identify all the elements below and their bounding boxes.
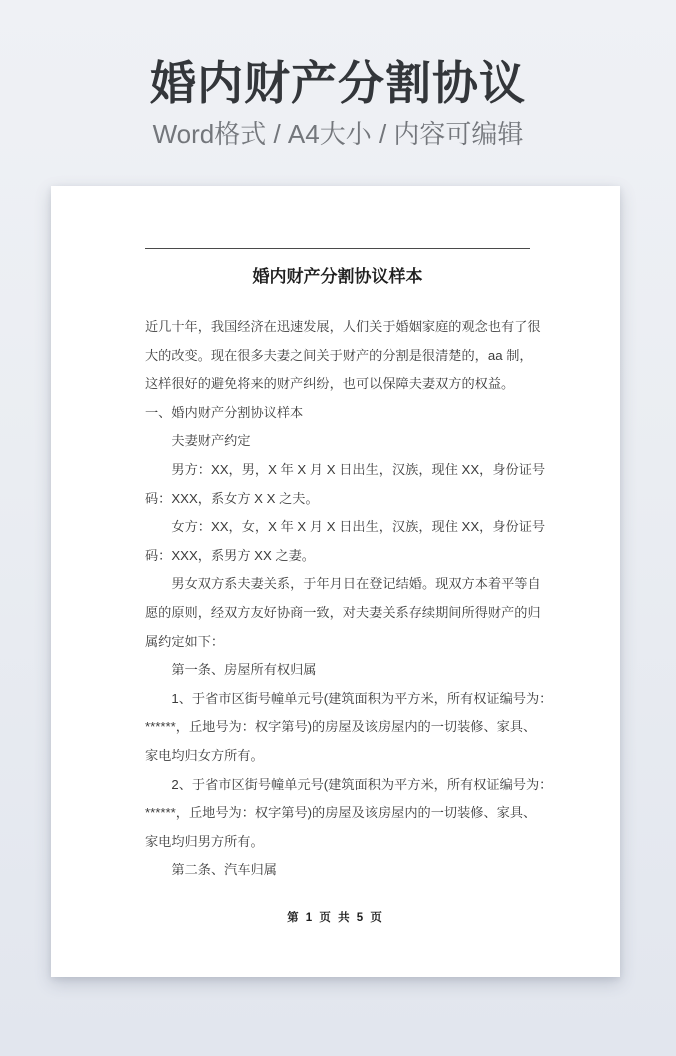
doc-line: 1、于省市区街号幢单元号(建筑面积为平方米，所有权证编号为： <box>171 690 553 706</box>
banner-subtitle: Word格式 / A4大小 / 内容可编辑 <box>152 119 524 149</box>
document-page <box>51 186 620 977</box>
banner-title: 婚内财产分割协议 <box>150 57 526 109</box>
doc-line: 第二条、汽车归属 <box>171 862 277 878</box>
doc-line: 男方：XX，男，X 年 X 月 X 日出生，汉族，现住 XX，身份证号 <box>171 461 546 477</box>
doc-line: 大的改变。现在很多夫妻之间关于财产的分割是很清楚的，aa 制， <box>145 347 533 363</box>
doc-line: 夫妻财产约定 <box>171 433 251 449</box>
doc-line: ******，丘地号为：权字第号)的房屋及该房屋内的一切装修、家具、 <box>145 805 537 821</box>
doc-line: ******，丘地号为：权字第号)的房屋及该房屋内的一切装修、家具、 <box>145 719 537 735</box>
doc-line: 家电均归男方所有。 <box>145 833 264 849</box>
doc-line: 2、于省市区街号幢单元号(建筑面积为平方米，所有权证编号为： <box>171 776 553 792</box>
doc-line: 愿的原则，经双方友好协商一致，对夫妻关系存续期间所得财产的归 <box>145 604 541 620</box>
doc-line: 第一条、房屋所有权归属 <box>171 662 317 678</box>
doc-line: 近几十年，我国经济在迅速发展，人们关于婚姻家庭的观念也有了很 <box>145 319 541 334</box>
document-page-inner <box>51 186 620 885</box>
document-header-rule <box>145 248 530 249</box>
doc-line: 男女双方系夫妻关系，于年月日在登记结婚。现双方本着平等自 <box>171 576 541 592</box>
document-title: 婚内财产分割协议样本 <box>252 267 423 286</box>
doc-line: 这样很好的避免将来的财产纠纷，也可以保障夫妻双方的权益。 <box>145 376 515 392</box>
doc-line: 一、婚内财产分割协议样本 <box>145 404 304 420</box>
doc-line: 家电均归女方所有。 <box>145 747 264 763</box>
doc-line: 女方：XX，女，X 年 X 月 X 日出生，汉族，现住 XX，身份证号 <box>171 519 546 535</box>
page-number-footer: 第 1 页 共 5 页 <box>287 912 384 924</box>
doc-line: 码：XXX，系女方 X X 之夫。 <box>145 490 319 506</box>
banner <box>0 0 676 149</box>
doc-line: 属约定如下： <box>145 633 225 649</box>
document-body <box>145 313 553 885</box>
doc-line: 码：XXX，系男方 XX 之妻。 <box>145 547 315 563</box>
